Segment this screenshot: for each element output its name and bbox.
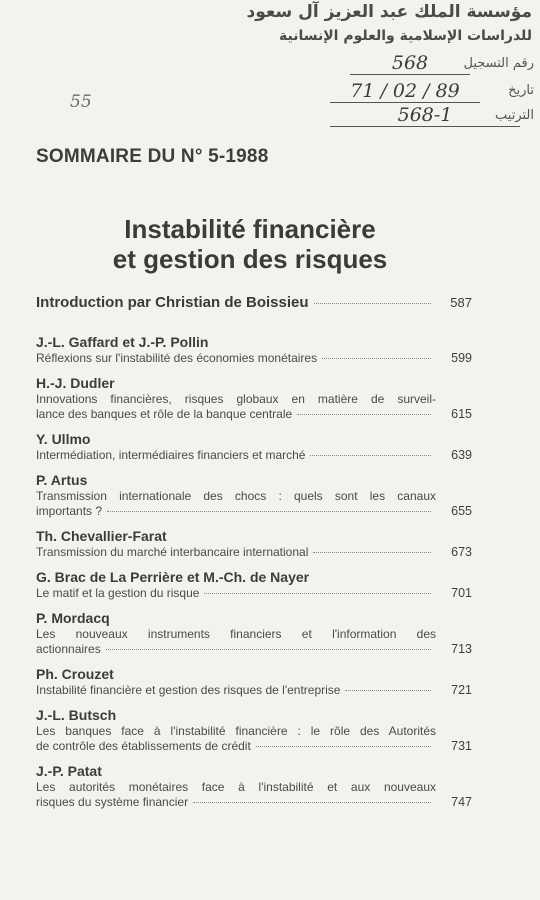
entry-page-number: 615 — [451, 407, 472, 421]
entry-title-line — [36, 448, 472, 463]
entry-page-number: 701 — [451, 586, 472, 600]
entry-title-line — [36, 504, 472, 519]
dot-leader — [313, 552, 431, 553]
entry-page-number: 713 — [451, 642, 472, 656]
entry-author: G. Brac de La Perrière et M.-Ch. de Nayer — [36, 569, 310, 585]
entry-title-line — [36, 545, 472, 560]
dot-leader — [310, 455, 431, 456]
entry-title-line — [36, 407, 472, 422]
entry-title-text: Le matif et la gestion du risque — [36, 586, 200, 600]
toc-entries — [36, 333, 472, 810]
library-stamp — [246, 0, 540, 135]
stamp-label-date: تاريخ — [508, 83, 534, 98]
dot-leader — [193, 802, 431, 803]
issue-title — [0, 214, 500, 274]
introduction-page: 587 — [450, 295, 472, 310]
dot-leader — [322, 358, 431, 359]
handwritten-page-mark: 55 — [70, 92, 92, 112]
entry-title-text: actionnaires — [36, 642, 101, 656]
introduction-text: Introduction par Christian de Boissieu — [36, 294, 309, 311]
entry-title-line: Innovations financières, risques globaux en matière de surveil- — [36, 392, 436, 406]
toc-entry — [36, 609, 472, 657]
entry-title-text: Réflexions sur l'instabilité des économies monétaires — [36, 351, 318, 365]
toc-entry — [36, 471, 472, 519]
stamp-label-registration: رقم التسجيل — [463, 56, 534, 71]
entry-page-number: 655 — [451, 504, 472, 518]
toc-entry — [36, 374, 472, 422]
entry-author: Y. Ullmo — [36, 431, 91, 447]
toc-introduction — [36, 294, 472, 311]
toc-entry — [36, 527, 472, 560]
entry-title-line — [36, 642, 472, 657]
entry-page-number: 639 — [451, 448, 472, 462]
entry-page-number: 599 — [451, 351, 472, 365]
entry-author: J.-L. Butsch — [36, 707, 117, 723]
entry-title-line — [36, 683, 472, 698]
toc-entry — [36, 568, 472, 601]
entry-title-text: Transmission du marché interbancaire international — [36, 545, 309, 559]
entry-page-number: 731 — [451, 739, 472, 753]
entry-author: J.-L. Gaffard et J.-P. Pollin — [36, 334, 209, 350]
stamp-line-1: مؤسسة الملك عبد العزيز آل سعود — [246, 2, 532, 22]
entry-title-text: de contrôle des établissements de crédit — [36, 739, 251, 753]
entry-title-text: importants ? — [36, 504, 103, 518]
entry-author: P. Artus — [36, 472, 88, 488]
issue-title-line-2: et gestion des risques — [112, 244, 388, 274]
issue-title-line-1: Instabilité financière — [124, 214, 376, 244]
stamp-order-number: 568-1 — [330, 104, 520, 127]
dot-leader — [107, 511, 431, 512]
dot-leader — [256, 746, 431, 747]
summary-heading: SOMMAIRE DU N° 5-1988 — [36, 146, 269, 167]
entry-title-line — [36, 739, 472, 754]
stamp-registration-number: 568 — [350, 52, 470, 75]
entry-title-text: Intermédiation, intermédiaires financiers et marché — [36, 448, 306, 462]
entry-title-text: Instabilité financière et gestion des risques de l'entreprise — [36, 683, 341, 697]
entry-title-line — [36, 795, 472, 810]
dot-leader — [314, 303, 431, 304]
entry-title-text: lance des banques et rôle de la banque centrale — [36, 407, 293, 421]
stamp-date: 71 / 02 / 89 — [330, 80, 480, 103]
dot-leader — [204, 593, 431, 594]
entry-title-text: risques du système financier — [36, 795, 189, 809]
stamp-label-order: الترتيب — [495, 108, 534, 123]
dot-leader — [106, 649, 431, 650]
stamp-line-2: للدراسات الإسلامية والعلوم الإنسانية — [279, 28, 532, 44]
entry-title-line: Transmission internationale des chocs : quels sont les canaux — [36, 489, 436, 503]
toc-entry — [36, 430, 472, 463]
entry-author: Ph. Crouzet — [36, 666, 114, 682]
toc-entry — [36, 665, 472, 698]
entry-author: P. Mordacq — [36, 610, 110, 626]
entry-title-line: Les banques face à l'instabilité financière : le rôle des Autorités — [36, 724, 436, 738]
dot-leader — [345, 690, 431, 691]
entry-author: J.-P. Patat — [36, 763, 102, 779]
entry-title-line: Les autorités monétaires face à l'instabilité et aux nouveaux — [36, 780, 436, 794]
entry-title-line: Les nouveaux instruments financiers et l'information des — [36, 627, 436, 641]
toc-entry — [36, 706, 472, 754]
entry-author: H.-J. Dudler — [36, 375, 115, 391]
toc-entry — [36, 762, 472, 810]
entry-title-line — [36, 586, 472, 601]
entry-page-number: 721 — [451, 683, 472, 697]
entry-author: Th. Chevallier-Farat — [36, 528, 167, 544]
entry-page-number: 747 — [451, 795, 472, 809]
entry-title-line — [36, 351, 472, 366]
toc-entry — [36, 333, 472, 366]
table-of-contents — [36, 294, 472, 818]
dot-leader — [297, 414, 431, 415]
entry-page-number: 673 — [451, 545, 472, 559]
